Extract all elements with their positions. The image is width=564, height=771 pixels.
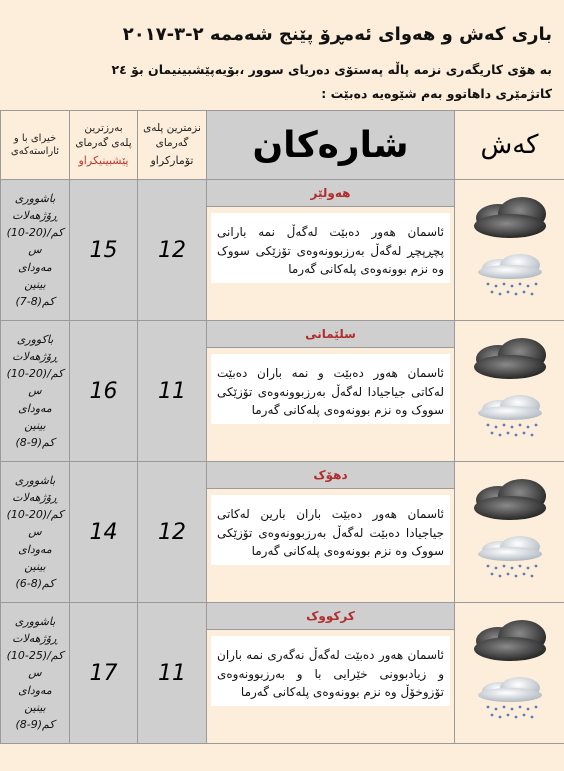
wind-line: (10-25)کم/س	[6, 649, 64, 680]
wind-line: باشووری	[14, 192, 56, 206]
wind-line: ڕۆژهەلات	[12, 491, 58, 505]
city-name: دهۆک	[207, 462, 454, 489]
wind-cell	[1, 180, 70, 321]
forecast-description: ئاسمان هەور دەبێت لەگەڵ نەگەری نمە باران و زیادبوونی خێرایی با و بەرزبوونەوەی تۆزوخۆڵ وە نزم بوونەوەی پلەکانی گەرما	[211, 636, 450, 706]
wind-line: مەودای	[18, 260, 52, 274]
wind-line: مەودای	[18, 683, 52, 697]
city-description-cell	[207, 180, 455, 321]
forecast-description: ئاسمان هەور دەبێت باران بارین لەکاتی جیاجیادا دەبێت لەگەڵ بەرزبوونەوەی تۆزێکی سووک وە نزم بوونەوەی پلەکانی گەرما	[211, 495, 450, 565]
header	[0, 0, 564, 110]
min-header-line: تۆمارکراو	[150, 153, 194, 167]
min-temp-value: 12	[138, 180, 207, 321]
wind-line: (8-9)کم	[15, 717, 55, 731]
wind-line: (10-20)کم/س	[6, 508, 64, 539]
dark-cloud-icon	[474, 620, 546, 661]
rain-cloud-icon	[478, 677, 542, 718]
dark-cloud-icon	[474, 197, 546, 238]
min-temp-value: 12	[138, 462, 207, 603]
cloud-rain-icon	[460, 329, 560, 449]
wind-line: مەودای	[18, 542, 52, 556]
wind-cell	[1, 462, 70, 603]
city-description-cell	[207, 603, 455, 744]
cloud-rain-icon	[460, 611, 560, 731]
city-description-cell	[207, 462, 455, 603]
header-cities: شارەکان	[207, 111, 455, 180]
weather-icon-cell	[455, 321, 564, 462]
weather-icon-cell	[455, 180, 564, 321]
forecast-description: ئاسمان هەور دەبێت و نمە باران دەبێت لەکاتی جیاجیادا لەگەڵ بەرزبوونەوەی تۆزێکی سووک وە نزم بوونەوەی پلەکانی گەرما	[211, 354, 450, 424]
weather-icon-cell	[455, 462, 564, 603]
rain-cloud-icon	[478, 395, 542, 436]
city-name: هەولێر	[207, 180, 454, 207]
min-temp-value: 11	[138, 603, 207, 744]
header-max-temp	[70, 111, 138, 180]
max-temp-value: 15	[70, 180, 138, 321]
min-header-line: گەرمای	[155, 136, 189, 149]
cloud-rain-icon	[460, 188, 560, 308]
dark-cloud-icon	[474, 338, 546, 379]
header-subtitle-2: کاتژمێری داهاتوو بەم شێوەیە دەبێت :	[321, 86, 552, 101]
wind-line: بینین	[24, 700, 46, 714]
wind-line: بینین	[24, 559, 46, 573]
wind-line: (8-9)کم	[15, 435, 55, 449]
table-row	[1, 462, 564, 603]
forecast-table	[0, 110, 564, 744]
page-title: باری کەش و هەوای ئەمڕۆ پێنج شەممە ٢-٣-٢٠١٧	[122, 24, 552, 45]
table-header-row	[1, 111, 564, 180]
weather-icon-cell	[455, 603, 564, 744]
min-temp-value: 11	[138, 321, 207, 462]
wind-line: باکووری	[16, 333, 54, 347]
header-weather: کەش	[455, 111, 564, 180]
wind-line: بینین	[24, 277, 46, 291]
city-description-cell	[207, 321, 455, 462]
wind-line: (7-8)کم	[15, 294, 55, 308]
forecast-description: ئاسمان هەور دەبێت لەگەڵ نمە بارانی پچڕپچڕ لەگەڵ بەرزبوونەوەی تۆزێکی سووک وە نزم بوونەوەی پلەکانی گەرما	[211, 213, 450, 283]
wind-line: باشووری	[14, 615, 56, 629]
wind-line: ڕۆژهەلات	[12, 209, 58, 223]
table-row	[1, 180, 564, 321]
wind-line: (6-8)کم	[15, 576, 55, 590]
max-header-line: پێشبینیکراو	[78, 153, 129, 167]
max-header-line: پلەی گەرمای	[75, 136, 132, 149]
header-subtitle: بە هۆی کاریگەری نزمە پاڵە پەستۆی دەریای سوور ،بۆیەپێشبینیمان بۆ ٢٤	[111, 62, 552, 77]
dark-cloud-icon	[474, 479, 546, 520]
wind-line: (10-20)کم/س	[6, 226, 64, 257]
table-row	[1, 603, 564, 744]
wind-cell	[1, 321, 70, 462]
table-row	[1, 321, 564, 462]
max-temp-value: 17	[70, 603, 138, 744]
city-name: کرکووک	[207, 603, 454, 630]
wind-line: مەودای	[18, 401, 52, 415]
max-temp-value: 14	[70, 462, 138, 603]
wind-line: باشووری	[14, 474, 56, 488]
wind-header-line: ئاراستەکەی	[10, 146, 60, 157]
wind-line: ڕۆژهەلات	[12, 350, 58, 364]
wind-line: ڕۆژهەلات	[12, 632, 58, 646]
rain-cloud-icon	[478, 536, 542, 577]
rain-cloud-icon	[478, 254, 542, 295]
max-header-line: بەرزترین	[84, 122, 123, 135]
cloud-rain-icon	[460, 470, 560, 590]
min-header-line: نزمترین پلەی	[143, 122, 201, 135]
wind-line: (10-20)کم/س	[6, 367, 64, 398]
wind-cell	[1, 603, 70, 744]
header-min-temp	[138, 111, 207, 180]
max-temp-value: 16	[70, 321, 138, 462]
wind-header-line: خیرای با و	[13, 132, 57, 144]
city-name: سلێمانی	[207, 321, 454, 348]
header-wind	[1, 111, 70, 180]
wind-line: بینین	[24, 418, 46, 432]
